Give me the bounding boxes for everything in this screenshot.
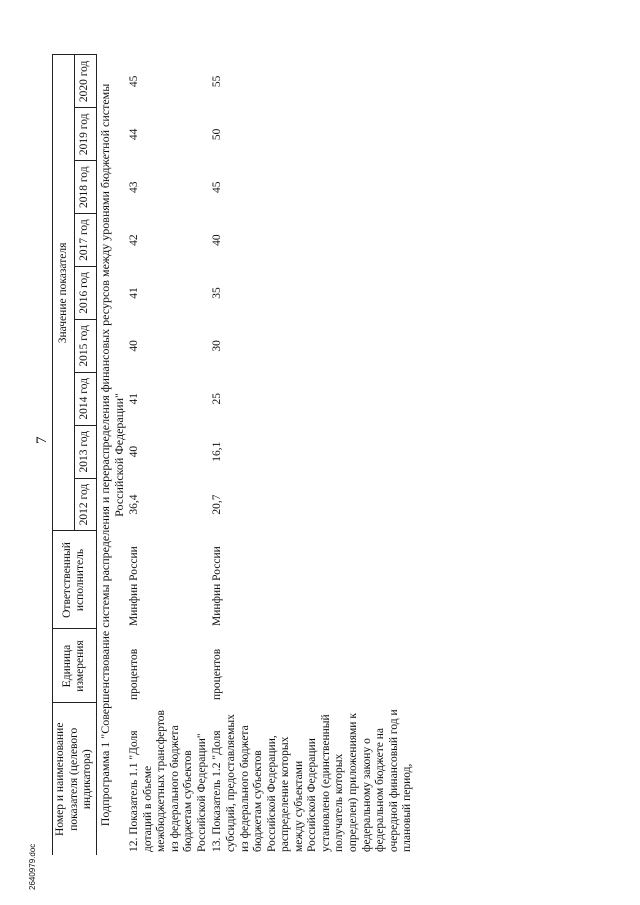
indicator-value: 30 [211, 340, 224, 352]
indicator-unit: процентов [128, 648, 140, 700]
header-unit: Единица измерения [53, 629, 97, 703]
header-year: 2014 год [74, 372, 96, 425]
header-name: Номер и наименование показателя (целевого индикатора) [53, 703, 97, 855]
indicator-value: 35 [211, 287, 224, 299]
indicator-value: 40 [211, 234, 224, 246]
indicator-value: 16,1 [211, 441, 224, 462]
indicator-value: 42 [128, 234, 140, 246]
indicator-value: 41 [128, 393, 140, 405]
indicator-value: 20,7 [211, 494, 224, 515]
indicator-name: 12. Показатель 1.1 "Доля дотаций в объеме межбюджетных трансфертов из федерального бюджета бюджетам субъектов Российской Федерации" [128, 710, 208, 852]
table-row [127, 55, 210, 855]
indicator-table [52, 54, 416, 855]
rotated-page-content [52, 55, 612, 855]
indicator-value: 36,4 [128, 494, 140, 515]
indicator-value: 55 [211, 75, 224, 88]
indicator-value: 44 [128, 128, 140, 141]
table-row [210, 55, 415, 855]
indicator-value: 43 [128, 181, 140, 193]
page-number: 7 [34, 436, 50, 444]
header-year: 2018 год [74, 161, 96, 214]
indicator-unit: процентов [211, 648, 224, 700]
subprogram-title: Подпрограмма 1 "Совершенствование системы распределения и перераспределения финансовых ресурсов между уровнями бюджетной системы Российской Федерации" [97, 83, 126, 827]
header-responsible: Ответственный исполнитель [53, 531, 97, 629]
header-year: 2016 год [74, 267, 96, 320]
header-year: 2013 год [74, 425, 96, 478]
header-year: 2019 год [74, 108, 96, 161]
header-year: 2012 год [74, 478, 96, 531]
indicator-value: 40 [128, 445, 140, 458]
indicator-name: 13. Показатель 1.2 "Доля субсидий, предоставляемых из федерального бюджета бюджетам субъектов Российской Федерации, распределение которых между субъектами Российской Федерации установлено (единственный получатель которых определен) приложениями к федеральному закону о федеральном бюджете на очередной финансовый год и плановый период, [211, 709, 414, 852]
header-year: 2017 год [74, 214, 96, 267]
indicator-value: 40 [128, 340, 140, 352]
header-year: 2020 год [74, 55, 96, 108]
indicator-value: 45 [128, 75, 140, 88]
indicator-value: 45 [211, 181, 224, 193]
indicator-value: 50 [211, 128, 224, 141]
document-code: 2640979.doc [28, 843, 37, 890]
header-year: 2015 год [74, 319, 96, 372]
indicator-responsible: Минфин России [128, 546, 140, 626]
indicator-value: 41 [128, 287, 140, 299]
header-values-group: Значение показателя [53, 55, 75, 531]
indicator-value: 25 [211, 393, 224, 405]
indicator-responsible: Минфин России [211, 546, 224, 626]
